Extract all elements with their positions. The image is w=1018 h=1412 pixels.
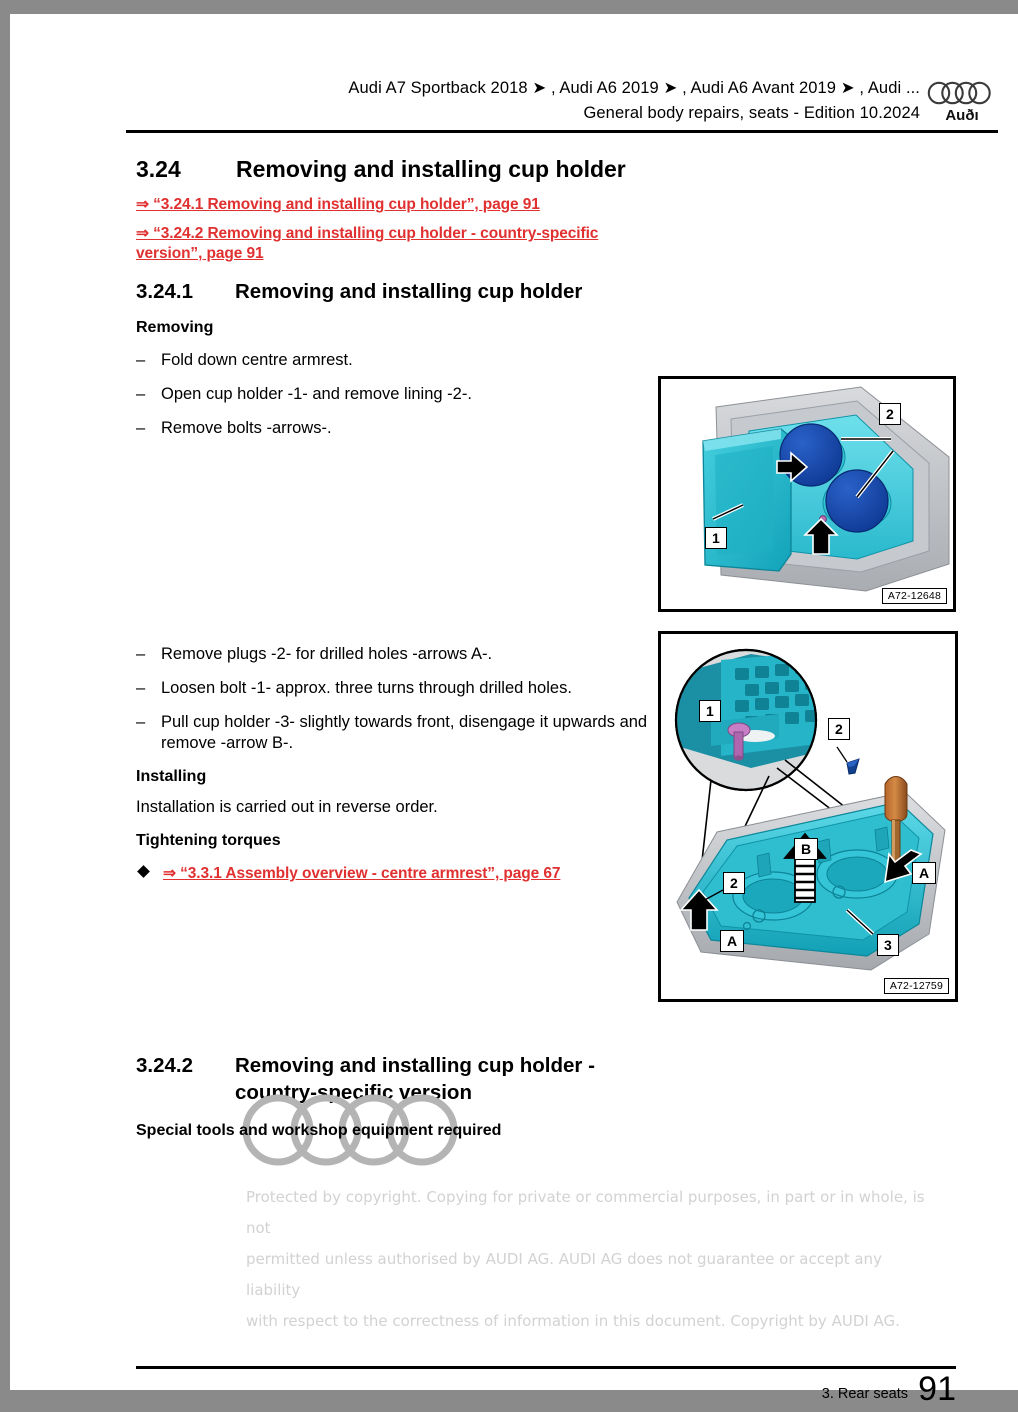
callout-label-b: B: [794, 838, 818, 860]
subsection-number: 3.24.2: [136, 1054, 193, 1077]
callout-label-2-plug: 2: [828, 718, 850, 740]
subsection-number: 3.24.1: [136, 280, 193, 303]
dash-marker-icon: –: [136, 385, 146, 403]
lining-cap: [780, 424, 842, 486]
lining-cap: [826, 470, 888, 532]
list-item: [136, 678, 656, 699]
figure-code: A72-12759: [884, 978, 949, 994]
copyright-line-1: Protected by copyright. Copying for private or commercial purposes, in part or in whole, is not: [246, 1188, 925, 1237]
removing-step-list-2: [136, 644, 656, 754]
list-item: [136, 644, 656, 665]
step-text: Open cup holder -1- and remove lining -2-.: [161, 385, 472, 403]
callout-label-2: 2: [879, 403, 901, 425]
dash-marker-icon: –: [136, 419, 146, 437]
dash-marker-icon: –: [136, 713, 146, 731]
figure-code: A72-12648: [882, 588, 947, 604]
callout-label-2-left: 2: [723, 872, 745, 894]
callout-label-1: 1: [699, 700, 721, 722]
callout-label-a-right: A: [912, 862, 936, 884]
callout-label-a-left: A: [720, 930, 744, 952]
list-item: [136, 384, 656, 405]
xref-link-3-3-1[interactable]: ⇒ “3.3.1 Assembly overview - centre armrest”, page 67: [163, 865, 561, 882]
callout-label-3: 3: [877, 934, 899, 956]
copyright-watermark-text: [246, 1182, 936, 1337]
installing-text: Installation is carried out in reverse order.: [136, 798, 438, 816]
subsection-title: Removing and installing cup holder: [235, 280, 583, 303]
audi-logo: [926, 80, 998, 128]
footer-divider: [136, 1366, 956, 1369]
document-page: [10, 14, 1018, 1408]
copyright-line-3: with respect to the correctness of information in this document. Copyright by AUDI AG.: [246, 1312, 900, 1330]
dash-marker-icon: –: [136, 645, 146, 663]
footer-section-label: 3. Rear seats: [821, 1386, 908, 1402]
step-text: Fold down centre armrest.: [161, 351, 353, 369]
header-title-block: [200, 76, 920, 126]
subsection-heading-3-24-2: [136, 1052, 656, 1106]
header-edition-line: General body repairs, seats - Edition 10.2024: [583, 104, 920, 122]
section-heading-3-24: [136, 154, 656, 184]
step-text: Remove bolts -arrows-.: [161, 419, 332, 437]
tightening-torques-label: Tightening torques: [136, 832, 281, 849]
subsection-title-line1: Removing and installing cup holder -: [235, 1054, 595, 1077]
dash-marker-icon: –: [136, 351, 146, 369]
xref-link-3-24-1[interactable]: ⇒ “3.24.1 Removing and installing cup holder”, page 91: [136, 196, 540, 213]
xref-list: [136, 195, 656, 215]
page-number: 91: [918, 1370, 956, 1408]
figure-1-illustration: [661, 379, 953, 609]
figure-2-illustration: [661, 634, 955, 999]
section-number: 3.24: [136, 156, 181, 182]
special-tools-label: Special tools and workshop equipment required: [136, 1122, 502, 1139]
step-text: Pull cup holder -3- slightly towards front, disengage it upwards and remove -arrow B-.: [161, 713, 648, 752]
removing-label: Removing: [136, 319, 214, 336]
torque-xref-row: [136, 864, 656, 884]
callout-label-1: 1: [705, 527, 727, 549]
xref-link-3-24-2[interactable]: ⇒ “3.24.2 Removing and installing cup holder - country-specific version”, page 91: [136, 225, 599, 262]
removing-step-list: [136, 350, 656, 439]
step-text: Remove plugs -2- for drilled holes -arrows A-.: [161, 645, 493, 663]
copyright-line-2: permitted unless authorised by AUDI AG. AUDI AG does not guarantee or accept any liability: [246, 1250, 882, 1299]
list-item: [136, 712, 656, 754]
header-divider: [126, 130, 998, 133]
subsection-heading-3-24-1: [136, 278, 656, 305]
section-title: Removing and installing cup holder: [236, 156, 626, 182]
page-footer: [136, 1372, 956, 1412]
dash-marker-icon: –: [136, 679, 146, 697]
audi-wordmark: Auðı: [945, 107, 979, 124]
list-item: [136, 350, 656, 371]
installing-label: Installing: [136, 768, 207, 785]
list-item: [136, 418, 656, 439]
header-model-line: Audi A7 Sportback 2018 ➤ , Audi A6 2019 ➤ , Audi A6 Avant 2019 ➤ , Audi ...: [348, 79, 920, 97]
step-text: Loosen bolt -1- approx. three turns through drilled holes.: [161, 679, 572, 697]
subsection-title-line2: country-specific version: [235, 1081, 472, 1104]
figure-cup-holder-bolt-plug: [658, 631, 958, 1002]
page-content: [136, 154, 656, 1140]
figure-cup-holder-lining: [658, 376, 956, 612]
audi-four-rings-icon: [926, 80, 998, 128]
diamond-bullet-icon: [137, 865, 150, 878]
page-header: [126, 76, 998, 136]
